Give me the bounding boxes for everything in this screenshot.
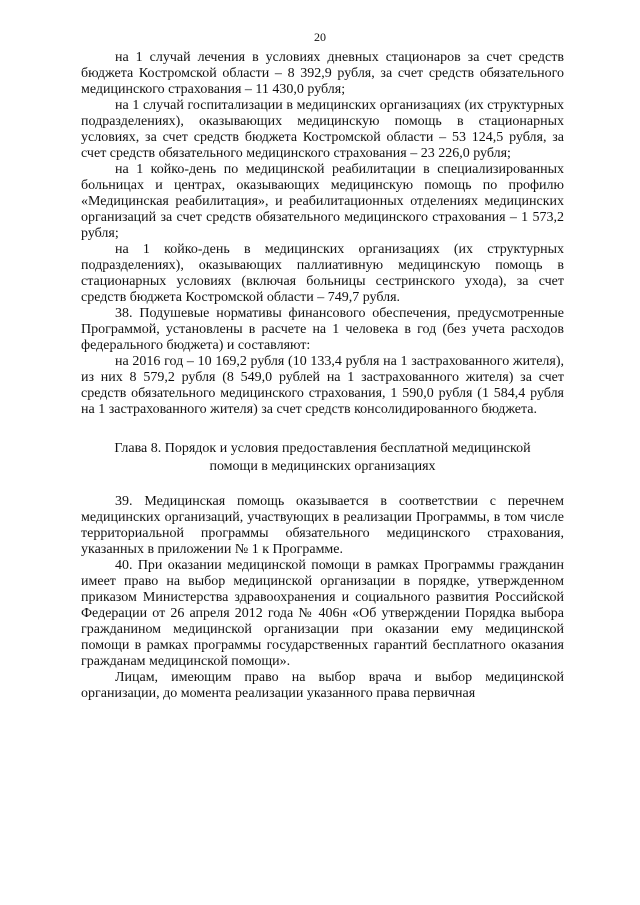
page-number: 20 — [314, 30, 326, 44]
paragraph-40: 40. При оказании медицинской помощи в рамках Программы гражданин имеет право на выбор медицинской организации в порядке, утвержденном приказом Министерства здравоохранения и социального развития Российской Федерации от 26 апреля 2012 года № 406н «Об утверждении Порядка выбора гражданином медицинской организации при оказании ему медицинской помощи в рамках программы государственных гарантий бесплатного оказания гражданам медицинской помощи». — [81, 558, 564, 669]
paragraph-palliative: на 1 койко-день в медицинских организациях (их структурных подразделениях), оказывающих паллиативную медицинскую помощь в стационарных условиях (включая больницы сестринского ухода), за счет средств бюджета Костромской области – 749,7 рубля. — [81, 242, 564, 305]
paragraph-day-hospital: на 1 случай лечения в условиях дневных стационаров за счет средств бюджета Костромской области – 8 392,9 рубля, за счет средств обязательного медицинского страхования – 11 430,0 рубля; — [81, 50, 564, 97]
chapter-heading-line-2: помощи в медицинских организациях — [209, 459, 436, 474]
paragraph-hospitalization: на 1 случай госпитализации в медицинских организациях (их структурных подразделениях), оказывающих медицинскую помощь в стационарных условиях, за счет средств бюджета Костромской области – 53 124,5 рубля, за счет средств обязательного медицинского страхования – 23 226,0 рубля; — [81, 98, 564, 161]
paragraph-38: 38. Подушевые нормативы финансового обеспечения, предусмотренные Программой, установлены в расчете на 1 человека в год (без учета расходов федерального бюджета) и составляют: — [81, 306, 564, 353]
chapter-heading-line-1: Глава 8. Порядок и условия предоставления бесплатной медицинской — [114, 441, 531, 456]
document-body — [81, 50, 564, 702]
chapter-heading — [81, 440, 564, 476]
paragraph-choice-of-doctor: Лицам, имеющим право на выбор врача и выбор медицинской организации, до момента реализации указанного права первичная — [81, 670, 564, 701]
paragraph-2016-norms: на 2016 год – 10 169,2 рубля (10 133,4 рубля на 1 застрахованного жителя), из них 8 579,2 рубля (8 549,0 рублей на 1 застрахованного жителя) за счет средств обязательного медицинского страхования, 1 590,0 рубля (1 584,4 рубля на 1 застрахованного жителя) за счет средств консолидированного бюджета. — [81, 354, 564, 417]
paragraph-39: 39. Медицинская помощь оказывается в соответствии с перечнем медицинских организаций, участвующих в реализации Программы, в том числе территориальной программы обязательного медицинского страхования, указанных в приложении № 1 к Программе. — [81, 494, 564, 557]
paragraph-rehabilitation: на 1 койко-день по медицинской реабилитации в специализированных больницах и центрах, оказывающих медицинскую помощь по профилю «Медицинская реабилитация», и реабилитационных отделениях медицинских организаций за счет средств обязательного медицинского страхования – 1 573,2 рубля; — [81, 162, 564, 241]
